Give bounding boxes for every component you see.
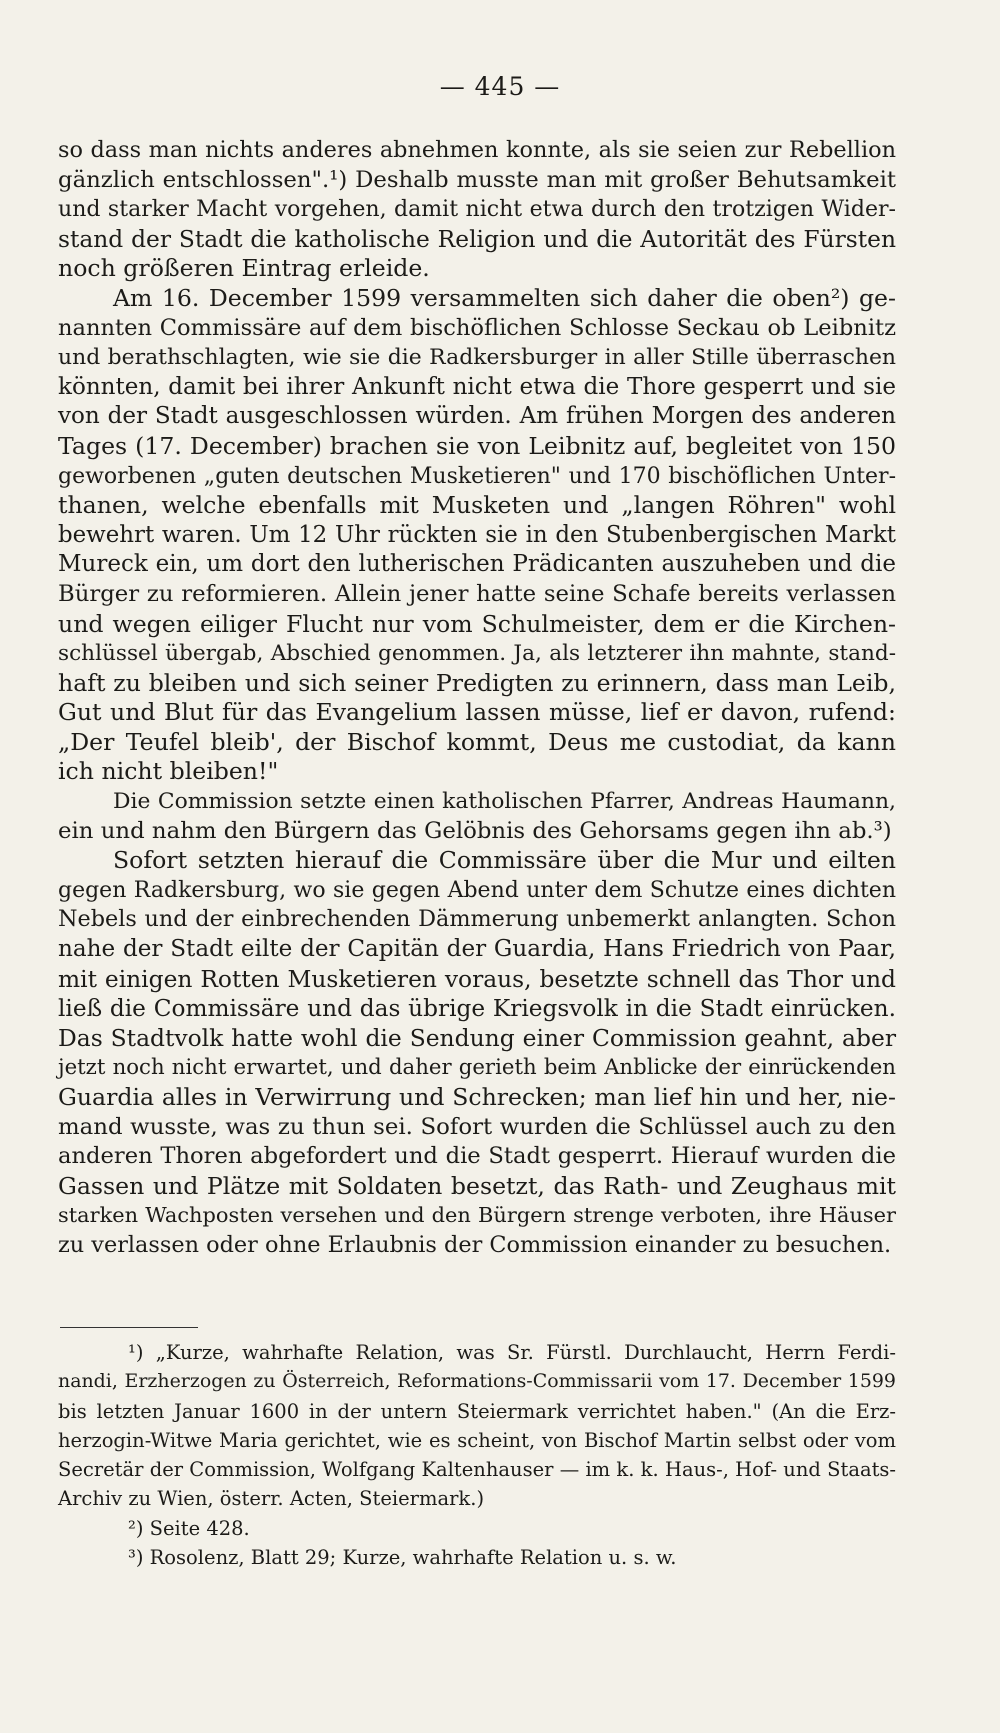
text-line: nahe der Stadt eilte der Capitän der Guardia, Hans Friedrich von Paar, bbox=[58, 936, 896, 963]
text-line: noch größeren Eintrag erleide. bbox=[58, 254, 430, 283]
text-line: Die Commission setzte einen katholischen Pfarrer, Andreas Haumann, bbox=[113, 789, 896, 815]
text-line: so dass man nichts anderes abnehmen konnte, als sie seien zur Rebellion bbox=[58, 137, 896, 163]
text-line: jetzt noch nicht erwartet, und daher gerieth beim Anblicke der einrückenden bbox=[58, 1055, 896, 1081]
footnote-line: Archiv zu Wien, österr. Acten, Steiermark.) bbox=[58, 1487, 485, 1511]
text-line: Bürger zu reformieren. Allein jener hatte seine Schafe bereits verlassen bbox=[58, 580, 896, 607]
text-line: von der Stadt ausgeschlossen würden. Am frühen Morgen des anderen bbox=[58, 403, 896, 430]
text-line: stand der Stadt die katholische Religion und die Autorität des Fürsten bbox=[58, 224, 896, 253]
text-line: ein und nahm den Bürgern das Gelöbnis des Gehorsams gegen ihn ab.³) bbox=[58, 817, 892, 844]
text-line: gänzlich entschlossen".¹) Deshalb musste man mit großer Behutsamkeit bbox=[58, 166, 896, 193]
text-line: Mureck ein, um dort den lutherischen Prädicanten auszuheben und die bbox=[58, 551, 896, 578]
text-line: Tages (17. December) brachen sie von Leibnitz auf, begleitet von 150 bbox=[58, 431, 896, 460]
footnote-line: nandi, Erzherzogen zu Österreich, Reformations-Commissarii vom 17. December 1599 bbox=[58, 1370, 896, 1393]
text-line: schlüssel übergab, Abschied genommen. Ja, als letzterer ihn mahnte, stand- bbox=[58, 641, 896, 667]
text-line: mand wusste, was zu thun sei. Sofort wurden die Schlüssel auch zu den bbox=[58, 1113, 896, 1140]
footnote-line: ²) Seite 428. bbox=[128, 1516, 250, 1540]
text-line: nannten Commissäre auf dem bischöflichen Schlosse Seckau ob Leibnitz bbox=[58, 314, 896, 341]
body-text bbox=[58, 136, 896, 1261]
text-line: starken Wachposten versehen und den Bürgern strenge verboten, ihre Häuser bbox=[58, 1203, 896, 1228]
footnotes bbox=[58, 1338, 896, 1572]
footnote-line: bis letzten Januar 1600 in der untern Steiermark verrichtet haben." (An die Erz- bbox=[58, 1399, 896, 1423]
text-line: Gassen und Plätze mit Soldaten besetzt, das Rath- und Zeughaus mit bbox=[58, 1171, 896, 1200]
text-line: zu verlassen oder ohne Erlaubnis der Commission einander zu besuchen. bbox=[58, 1231, 892, 1258]
text-line: geworbenen „guten deutschen Musketieren" und 170 bischöflichen Unter- bbox=[58, 463, 896, 489]
text-line: „Der Teufel bleib', der Bischof kommt, Deus me custodiat, da kann bbox=[58, 727, 896, 756]
footnote-separator bbox=[60, 1327, 198, 1328]
page-number: — 445 — bbox=[439, 72, 561, 101]
footnote-line: herzogin-Witwe Maria gerichtet, wie es scheint, von Bischof Martin selbst oder vom bbox=[58, 1428, 896, 1452]
text-line: Sofort setzten hierauf die Commissäre über die Mur und eilten bbox=[113, 846, 896, 875]
text-line: Guardia alles in Verwirrung und Schrecken; man lief hin und her, nie- bbox=[58, 1083, 896, 1111]
text-line: Nebels und der einbrechenden Dämmerung unbemerkt anlangten. Schon bbox=[58, 906, 896, 933]
text-line: ich nicht bleiben!" bbox=[58, 757, 279, 786]
text-line: bewehrt waren. Um 12 Uhr rückten sie in den Stubenbergischen Markt bbox=[58, 521, 896, 548]
text-line: und starker Macht vorgehen, damit nicht etwa durch den trotzigen Wider- bbox=[58, 197, 896, 223]
text-line: anderen Thoren abgefordert und die Stadt gesperrt. Hierauf wurden die bbox=[58, 1143, 896, 1170]
text-line: und berathschlagten, wie sie die Radkersburger in aller Stille überraschen bbox=[58, 345, 896, 371]
text-line: könnten, damit bei ihrer Ankunft nicht etwa die Thore gesperrt und sie bbox=[58, 373, 896, 400]
text-line: Das Stadtvolk hatte wohl die Sendung einer Commission geahnt, aber bbox=[58, 1023, 896, 1052]
text-line: und wegen eiliger Flucht nur vom Schulmeister, dem er die Kirchen- bbox=[58, 609, 896, 638]
text-line: mit einigen Rotten Musketieren voraus, besetzte schnell das Thor und bbox=[58, 964, 896, 993]
footnote-line: Secretär der Commission, Wolfgang Kaltenhauser — im k. k. Haus-, Hof- und Staats- bbox=[58, 1458, 896, 1482]
footnote-line: ³) Rosolenz, Blatt 29; Kurze, wahrhafte Relation u. s. w. bbox=[128, 1546, 677, 1570]
text-line: haft zu bleiben und sich seiner Predigten zu erinnern, dass man Leib, bbox=[58, 668, 896, 697]
text-line: Am 16. December 1599 versammelten sich daher die oben²) ge- bbox=[113, 283, 896, 312]
text-line: gegen Radkersburg, wo sie gegen Abend unter dem Schutze eines dichten bbox=[58, 877, 896, 903]
text-line: Gut und Blut für das Evangelium lassen müsse, lief er davon, rufend: bbox=[58, 698, 896, 727]
text-line: ließ die Commissäre und das übrige Kriegsvolk in die Stadt einrücken. bbox=[58, 995, 896, 1023]
text-line: thanen, welche ebenfalls mit Musketen und „langen Röhren" wohl bbox=[58, 491, 896, 520]
footnote-line: ¹) „Kurze, wahrhafte Relation, was Sr. Fürstl. Durchlaucht, Herrn Ferdi- bbox=[128, 1341, 896, 1364]
